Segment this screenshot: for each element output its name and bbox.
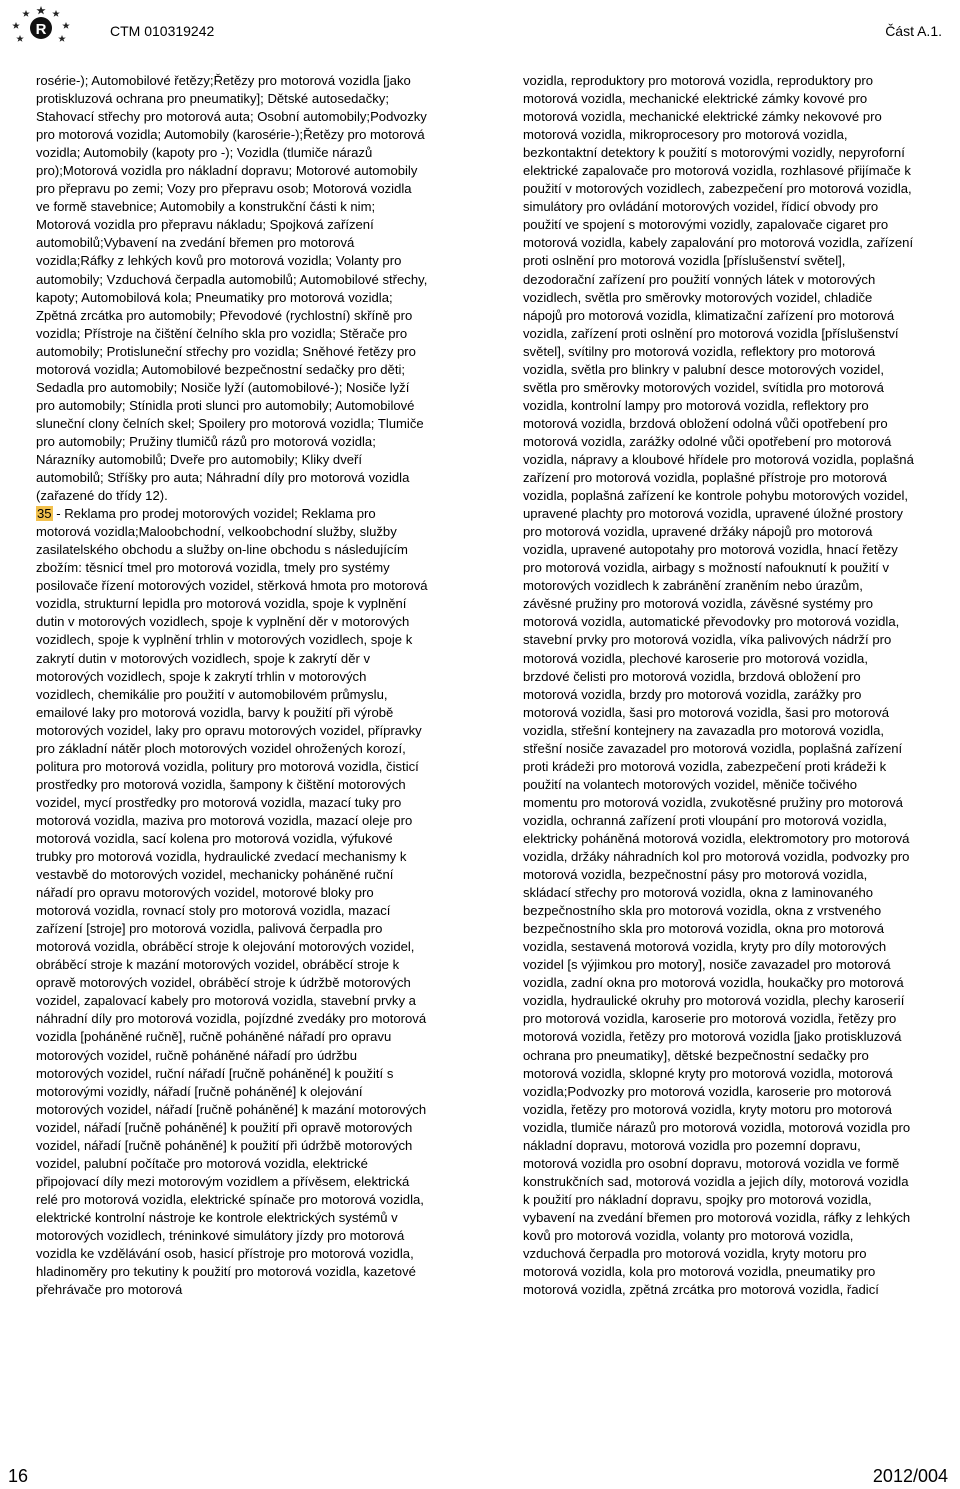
- goods-paragraph: rosérie-); Automobilové řetězy;Řetězy pro motorová vozidla [jako protiskluzová ochrana pro pneumatiky]; Dětské autosedačky; Stahovací střechy pro motorová auta; Osobní automobily;Podvozky pro motorová vozidla; Automobily (karosérie-);Řetězy pro motorová vozidla; Automobily (kapoty pro -); Vozidla (tlumiče nárazů pro);Motorová vozidla pro nákladní dopravu; Motorové automobily pro přepravu po zemi; Vozy pro přepravu osob; Motorová vozidla ve formě stavebnice; Automobily a konstrukční části k nim; Motorová vozidla pro přepravu nákladu; Spojková zařízení automobilů;Vybavení na zvedání břemen pro motorová vozidla;Ráfky z lehkých kovů pro motorová vozidla; Volanty pro automobily; Vzduchová čerpadla automobilů; Automobilové střechy, kapoty; Automobilová kola; Pneumatiky pro motorová vozidla; Zpětná zrcátka pro automobily; Převodové (rychlostní) skříně pro vozidla; Přístroje na čištění čelního skla pro vozidla; Stěrače pro automobily; Protisluneční střechy pro vozidla; Sněhové řetězy pro motorová vozidla; Automobilové bezpečnostní sedačky pro děti; Sedadla pro automobily; Nosiče lyží (automobilové-); Nosiče lyží pro automobily; Stínidla proti slunci pro automobily; Automobilové sluneční clony čelních skel; Spoilery pro motorová vozidla; Tlumiče pro automobily; Pružiny tlumičů rázů pro motorová vozidla; Nárazníky automobilů; Dveře pro automobily; Kliky dveří automobilů; Stříšky pro auta; Náhradní díly pro motorová vozidla (zařazené do třídy 12).: [36, 73, 428, 504]
- right-column: [523, 72, 915, 1299]
- svg-text:R: R: [35, 21, 47, 38]
- class-35-paragraph: [36, 505, 428, 1299]
- services-paragraph: vozidla, reproduktory pro motorová vozidla, reproduktory pro motorová vozidla, mechanické elektrické zámky kovové pro motorová vozidla, mechanické elektrické zámky nekovové pro motorová vozidla, mikroprocesory pro motorová vozidla, bezkontaktní detektory k použití s motorovými vozidly, nepyroforní elektrické zapalovače pro motorová vozidla, rozhlasové přijímače k použití v motorových vozidlech, zabezpečení pro motorová vozidla, simulátory pro ovládání motorových vozidel, řídicí obvody pro použití ve spojení s motorovými vozidly, zapalovače cigaret pro motorová vozidla, kabely zapalování pro motorová vozidla, zařízení proti oslnění pro motorová vozidla [příslušenství světel], dezodorační zařízení pro použití vonných látek v motorových vozidlech, světla pro směrovky motorových vozidel, chladiče nápojů pro motorová vozidla, klimatizační zařízení pro motorová vozidla, zařízení proti oslnění pro motorová vozidla [příslušenství světel], svítilny pro motorová vozidla, reflektory pro motorová vozidla, světla pro blinkry v palubní desce motorových vozidel, světla pro směrovky motorových vozidel, svítidla pro motorová vozidla, kontrolní lampy pro motorová vozidla, reflektory pro motorová vozidla, brzdová obložení odolná vůči opotřebení pro motorová vozidla, zarážky odolné vůči opotřebení pro motorová vozidla, nápravy a kloubové hřídele pro motorová vozidla, poplašná zařízení pro motorová vozidla, poplašné přístroje pro motorová vozidla, poplašná zařízení ke kontrole pohybu motorových vozidel, upravené plachty pro motorová vozidla, upravené úložné prostory pro motorová vozidla, upravené držáky nápojů pro motorová vozidla, upravené autopotahy pro motorová vozidla, hnací řetězy pro motorová vozidla, airbagy s možností nafouknutí k použití v motorových vozidlech k zabránění zraněním nebo úrazům, závěsné pružiny pro motorová vozidla, závěsné systémy pro motorová vozidla, automatické převodovky pro motorová vozidla, stavební prvky pro motorová vozidla, víka palivových nádrží pro motorová vozidla, plechové karoserie pro motorová vozidla, brzdové čelisti pro motorová vozidla, brzdová obložení pro motorová vozidla, brzdy pro motorová vozidla, zarážky pro motorová vozidla, šasi pro motorová vozidla, šasi pro motorová vozidla, střešní kontejnery na zavazadla pro motorová vozidla, střešní nosiče zavazadel pro motorová vozidla, poplašná zařízení proti krádeži pro motorová vozidla, zabezpečení proti krádeži k použití na volantech motorových vozidel, měniče točivého momentu pro motorová vozidla, zvukotěsné pružiny pro motorová vozidla, ochranná zařízení proti vloupání pro motorová vozidla, elektricky poháněná motorová vozidla, elektromotory pro motorová vozidla, držáky náhradních kol pro motorová vozidla, podvozky pro motorová vozidla, bezpečnostní pásy pro motorová vozidla, skládací střechy pro motorová vozidla, okna z laminovaného bezpečnostního skla pro motorová vozidla, okna z vrstveného bezpečnostního skla pro motorová vozidla, okna pro motorová vozidla, sestavená motorová vozidla, kryty pro díly motorových vozidel [s výjimkou pro motory], nosiče zavazadel pro motorová vozidla, zadní okna pro motorová vozidla, houkačky pro motorová vozidla, hydraulické okruhy pro motorová vozidla, plechy karoserií pro motorová vozidla, karoserie pro motorová vozidla, řetězy pro motorová vozidla, řetězy pro motorová vozidla [jako protiskluzová ochrana pro pneumatiky], dětské bezpečnostní sedačky pro motorová vozidla, sklopné kryty pro motorová vozidla, motorová vozidla;Podvozky pro motorová vozidla, karoserie pro motorová vozidla, řetězy pro motorová vozidla, kryty motoru pro motorová vozidla, tlumiče nárazů pro motorová vozidla, motorová vozidla pro nákladní dopravu, motorová vozidla pro pozemní dopravu, motorová vozidla pro osobní dopravu, motorová vozidla ve formě konstrukčních sad, motorová vozidla a jejich díly, motorová vozidla k použití pro nákladní dopravu, spojky pro motorová vozidla, vybavení na zvedání břemen pro motorová vozidla, ráfky z lehkých kovů pro motorová vozidla, volanty pro motorová vozidla, vzduchová čerpadla pro motorová vozidla, kryty motoru pro motorová vozidla, kola pro motorová vozidla, pneumatiky pro motorová vozidla, zpětná zrcátka pro motorová vozidla, řadicí: [523, 73, 914, 1298]
- left-column: [36, 72, 428, 1299]
- issue-number: 2012/004: [872, 1466, 948, 1486]
- class-35-text: - Reklama pro prodej motorových vozidel; Reklama pro motorová vozidla;Maloobchodní, velkoobchodní služby, služby zasilatelského obchodu a služby on-line obchodu s následujícím zbožím: těsnicí tmel pro motorová vozidla, tmely pro systémy posilovače řízení motorových vozidel, stěrková hmota pro motorová vozidla, strukturní lepidla pro motorová vozidla, spoje k vyplnění dutin v motorových vozidlech, spoje k vyplnění děr v motorových vozidlech, spoje k vyplnění trhlin v motorových vozidlech, spoje k zakrytí dutin v motorových vozidlech, spoje k zakrytí děr v motorových vozidlech, spoje k zakrytí trhlin v motorových vozidlech, chemikálie pro použití v automobilovém průmyslu, emailové laky pro motorová vozidla, barvy k použití při výrobě motorových vozidel, laky pro opravu motorových vozidel, přípravky pro základní nátěr ploch motorových vozidel ohrožených korozí, politura pro motorová vozidla, politury pro motorová vozidla, čisticí prostředky pro motorová vozidla, šampony k čištění motorových vozidel, mycí prostředky pro motorová vozidla, mazací tuky pro motorová vozidla, maziva pro motorová vozidla, mazací oleje pro motorová vozidla, sací kolena pro motorová vozidla, výfukové trubky pro motorová vozidla, hydraulické zvedací mechanismy k vestavbě do motorových vozidel, mechanicky poháněné ruční nářadí pro opravu motorových vozidel, motorové bloky pro motorová vozidla, rovnací stoly pro motorová vozidla, mazací zařízení [stroje] pro motorová vozidla, palivová čerpadla pro motorová vozidla, obráběcí stroje k olejování motorových vozidel, obráběcí stroje k mazání motorových vozidel, obráběcí stroje k opravě motorových vozidel, obráběcí stroje k údržbě motorových vozidel, zapalovací kabely pro motorová vozidla, stavební prvky a náhradní díly pro motorová vozidla, pojízdné zvedáky pro motorová vozidla [poháněné ručně], ručně poháněné nářadí pro opravu motorových vozidel, ručně poháněné nářadí pro údržbu motorových vozidel, ruční nářadí [ručně poháněné] k použití s motorovými vozidly, nářadí [ručně poháněné] k olejování motorových vozidel, nářadí [ručně poháněné] k mazání motorových vozidel, nářadí [ručně poháněné] k použití při opravě motorových vozidel, nářadí [ručně poháněné] k použití při údržbě motorových vozidel, palubní počítače pro motorová vozidla, elektrické připojovací díly mezi motorovým vozidlem a přívěsem, elektrická relé pro motorová vozidla, elektrické spínače pro motorová vozidla, elektrické kontrolní nástroje ke kontrole elektrických systémů v motorových vozidlech, tréninkové simulátory jízdy pro motorová vozidla ke vzdělávání osob, hasicí přístroje pro motorová vozidla, hladinoměry pro tekutiny k použití pro motorová vozidla, kazetové přehrávače pro motorová: [36, 506, 428, 1298]
- page-header: [0, 0, 960, 48]
- part-label: Část A.1.: [885, 23, 942, 39]
- document-id: CTM 010319242: [110, 23, 215, 39]
- class-number-badge: 35: [37, 506, 52, 522]
- ohim-logo-icon: [6, 4, 76, 48]
- page-number: 16: [8, 1466, 29, 1486]
